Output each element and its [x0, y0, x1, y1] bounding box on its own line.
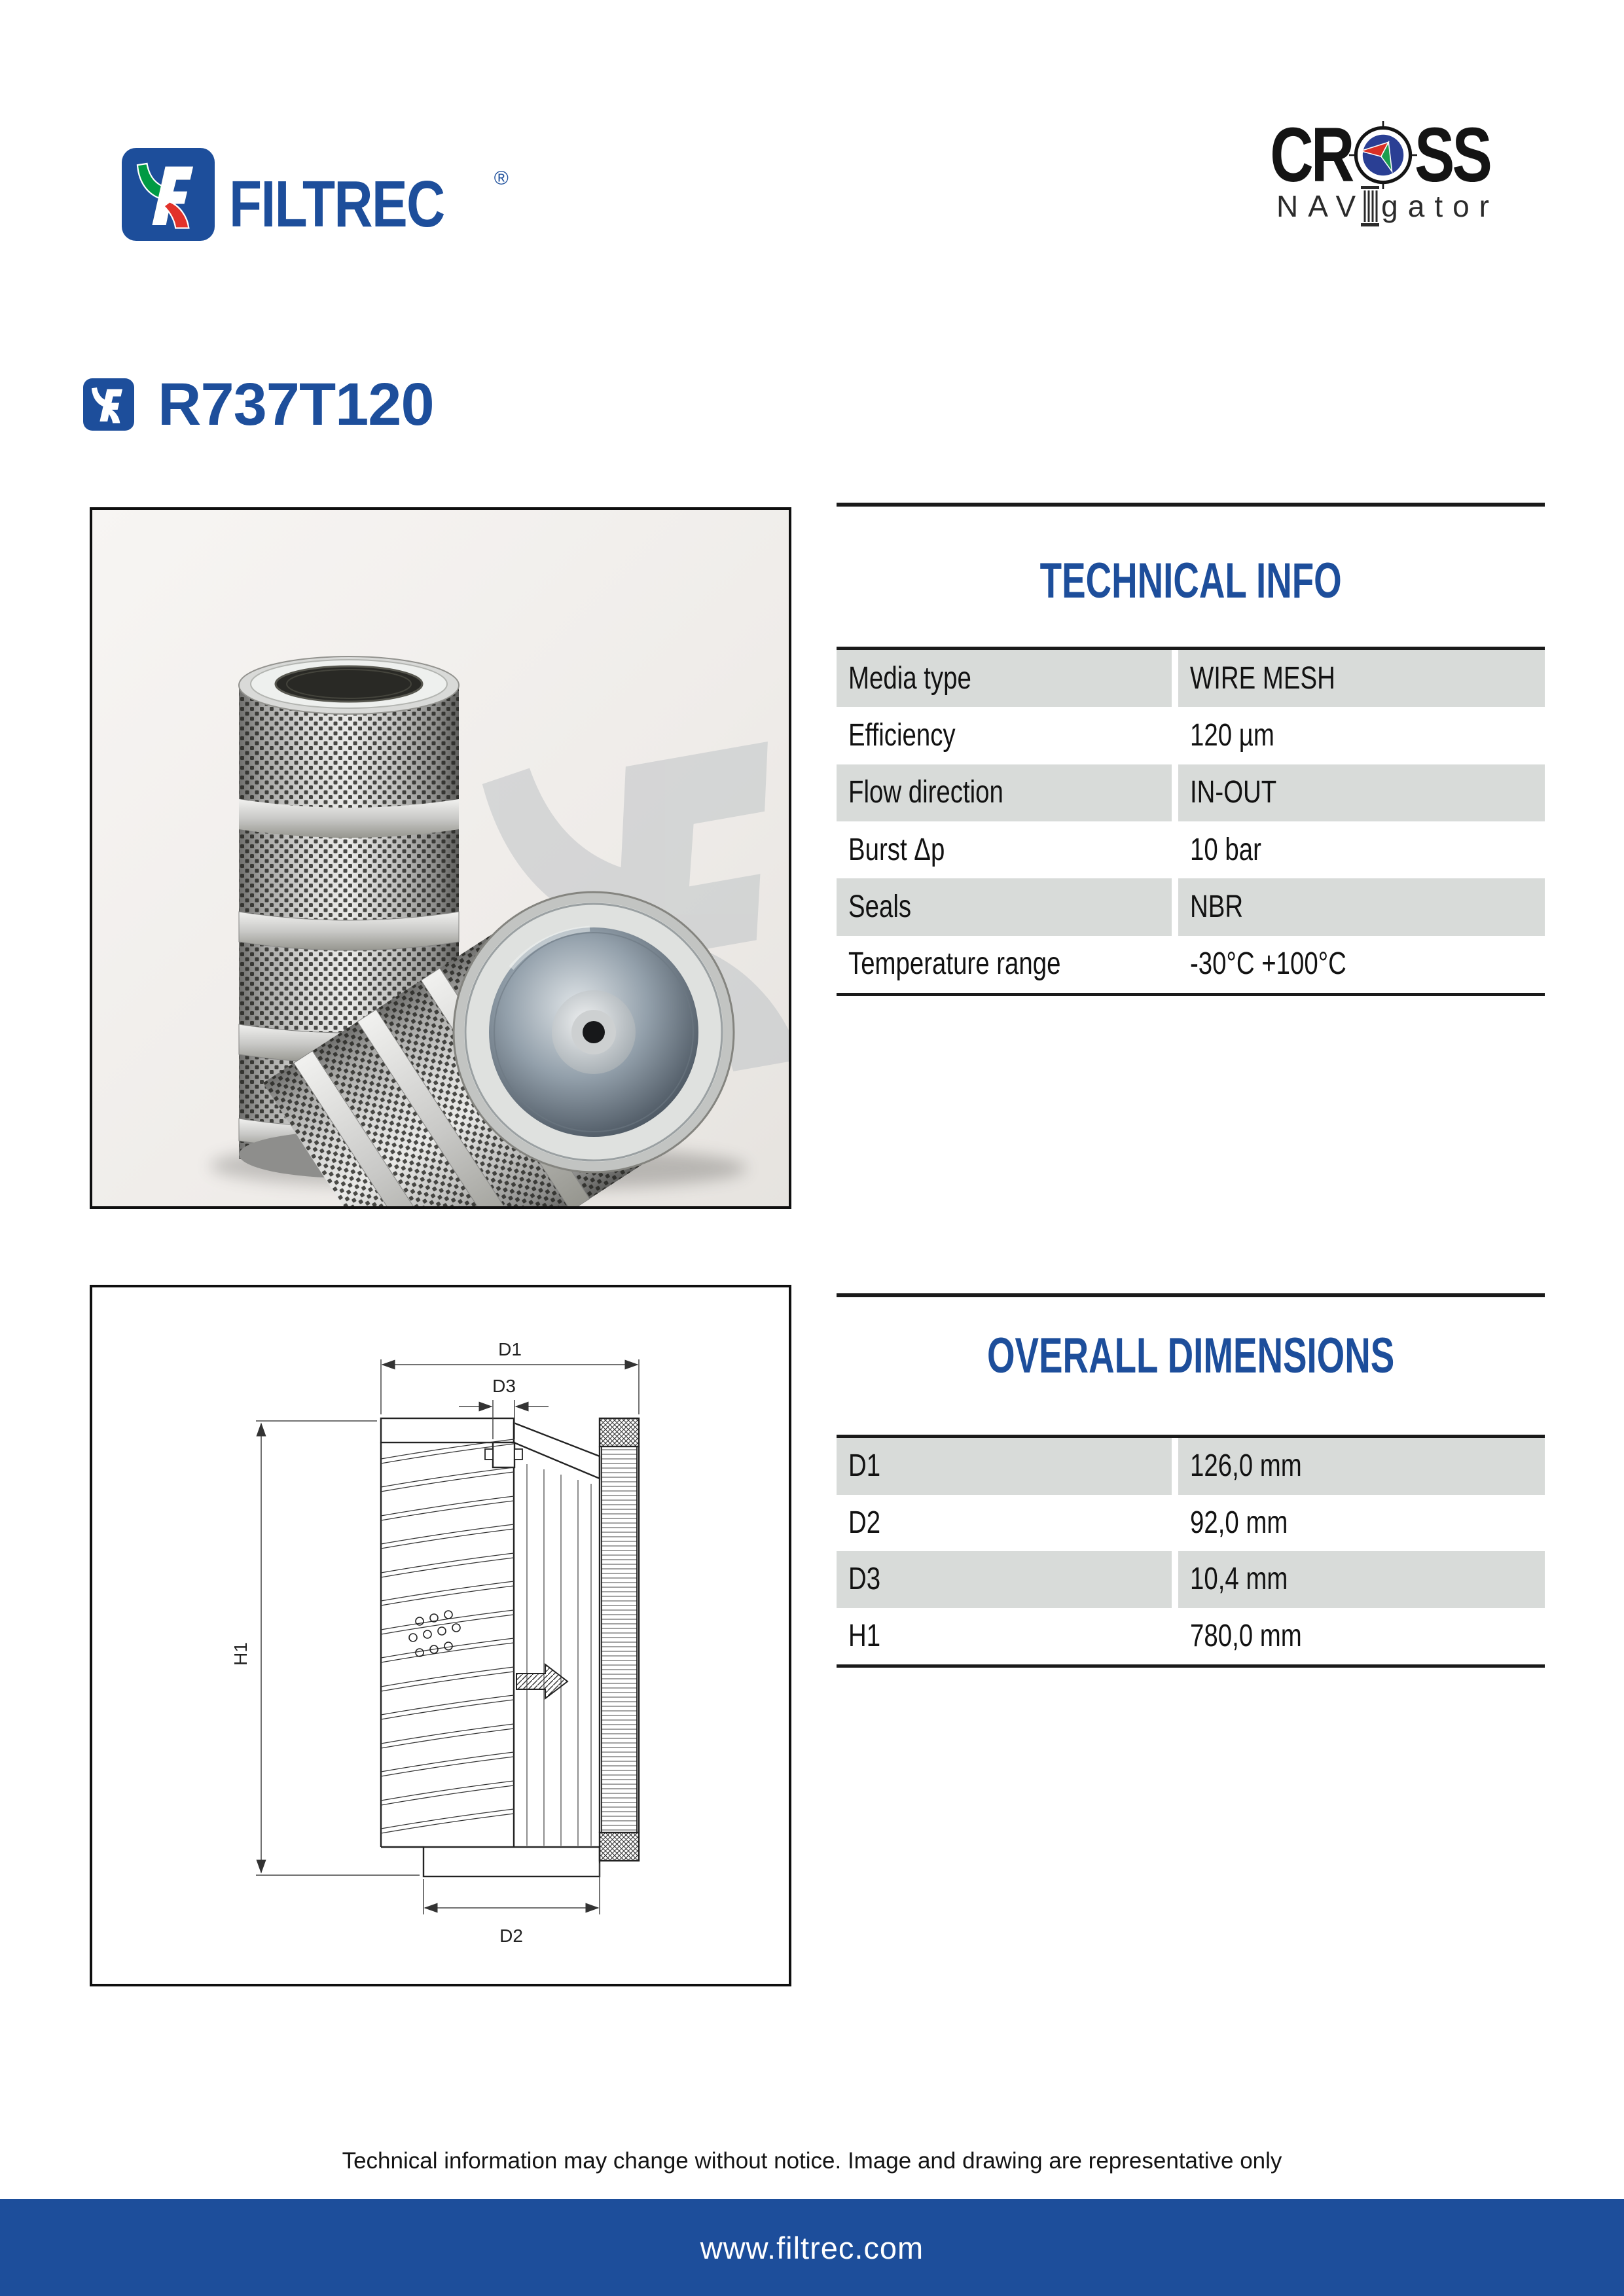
tech-section-divider [837, 503, 1545, 507]
overall-dimensions-title: OVERALL DIMENSIONS [986, 1328, 1395, 1384]
row-value: 120 µm [1190, 717, 1274, 753]
product-heading [83, 371, 434, 438]
product-photo [90, 507, 791, 1209]
row-label: D3 [848, 1562, 881, 1597]
column-icon [1360, 186, 1380, 226]
footer-disclaimer: Technical information may change without notice. Image and drawing are representative only [342, 2148, 1282, 2174]
filtrec-logo-badge [122, 148, 215, 241]
nav-text: NAV [1276, 189, 1366, 223]
row-label: Burst Δp [848, 832, 945, 867]
tech-info-title: TECHNICAL INFO [1039, 553, 1342, 609]
row-value: NBR [1190, 889, 1244, 924]
row-value: 10 bar [1190, 832, 1261, 867]
row-value: 126,0 mm [1190, 1448, 1302, 1484]
filtrec-wordmark: FILTREC [229, 168, 444, 241]
gator-text: gator [1381, 189, 1500, 223]
dim-label-d2: D2 [499, 1926, 523, 1946]
flow-arrow-icon [516, 1664, 568, 1698]
row-label: D1 [848, 1448, 881, 1484]
table-row [837, 1495, 1545, 1552]
table-row [837, 707, 1545, 764]
row-value: WIRE MESH [1190, 660, 1335, 696]
row-label: D2 [848, 1505, 881, 1540]
cross-text-left: CR [1270, 112, 1352, 198]
dim-label-d3: D3 [492, 1376, 516, 1396]
cross-logo-line1 [1247, 112, 1522, 198]
row-label: Efficiency [848, 717, 956, 753]
dim-label-d1: D1 [498, 1339, 522, 1359]
table-row [837, 1608, 1545, 1665]
table-row [837, 878, 1545, 935]
f-mark-icon [132, 158, 205, 231]
website-link[interactable]: www.filtrec.com [700, 2230, 924, 2265]
row-label: Flow direction [848, 775, 1003, 810]
bottom-bar [0, 2199, 1624, 2296]
row-value: 92,0 mm [1190, 1505, 1288, 1540]
product-code-icon [83, 378, 134, 431]
row-value: 10,4 mm [1190, 1562, 1288, 1597]
filtrec-logo [122, 148, 509, 241]
registered-icon: ® [494, 168, 509, 189]
compass-icon [1349, 121, 1417, 189]
table-row [837, 821, 1545, 878]
cross-text-right: SS [1415, 112, 1490, 198]
dim-label-h1: H1 [230, 1642, 251, 1666]
table-row [837, 936, 1545, 993]
page-title: R737T120 [158, 371, 434, 438]
row-label: Seals [848, 889, 912, 924]
cross-navigator-logo [1247, 112, 1522, 226]
product-photo-image [92, 510, 789, 1206]
technical-drawing [90, 1285, 791, 1986]
row-value: 780,0 mm [1190, 1618, 1302, 1653]
table-row [837, 764, 1545, 821]
dims-section-divider [837, 1293, 1545, 1297]
technical-drawing-image [92, 1287, 789, 1984]
table-row [837, 1551, 1545, 1608]
f-mark-mono-icon [88, 384, 129, 425]
row-value: -30°C +100°C [1190, 946, 1346, 982]
table-row [837, 1438, 1545, 1495]
row-label: H1 [848, 1618, 881, 1653]
dimensions-table [837, 1435, 1545, 1668]
table-row [837, 650, 1545, 707]
row-label: Media type [848, 660, 971, 696]
tech-info-table [837, 647, 1545, 996]
row-value: IN-OUT [1190, 775, 1277, 810]
row-label: Temperature range [848, 946, 1061, 982]
